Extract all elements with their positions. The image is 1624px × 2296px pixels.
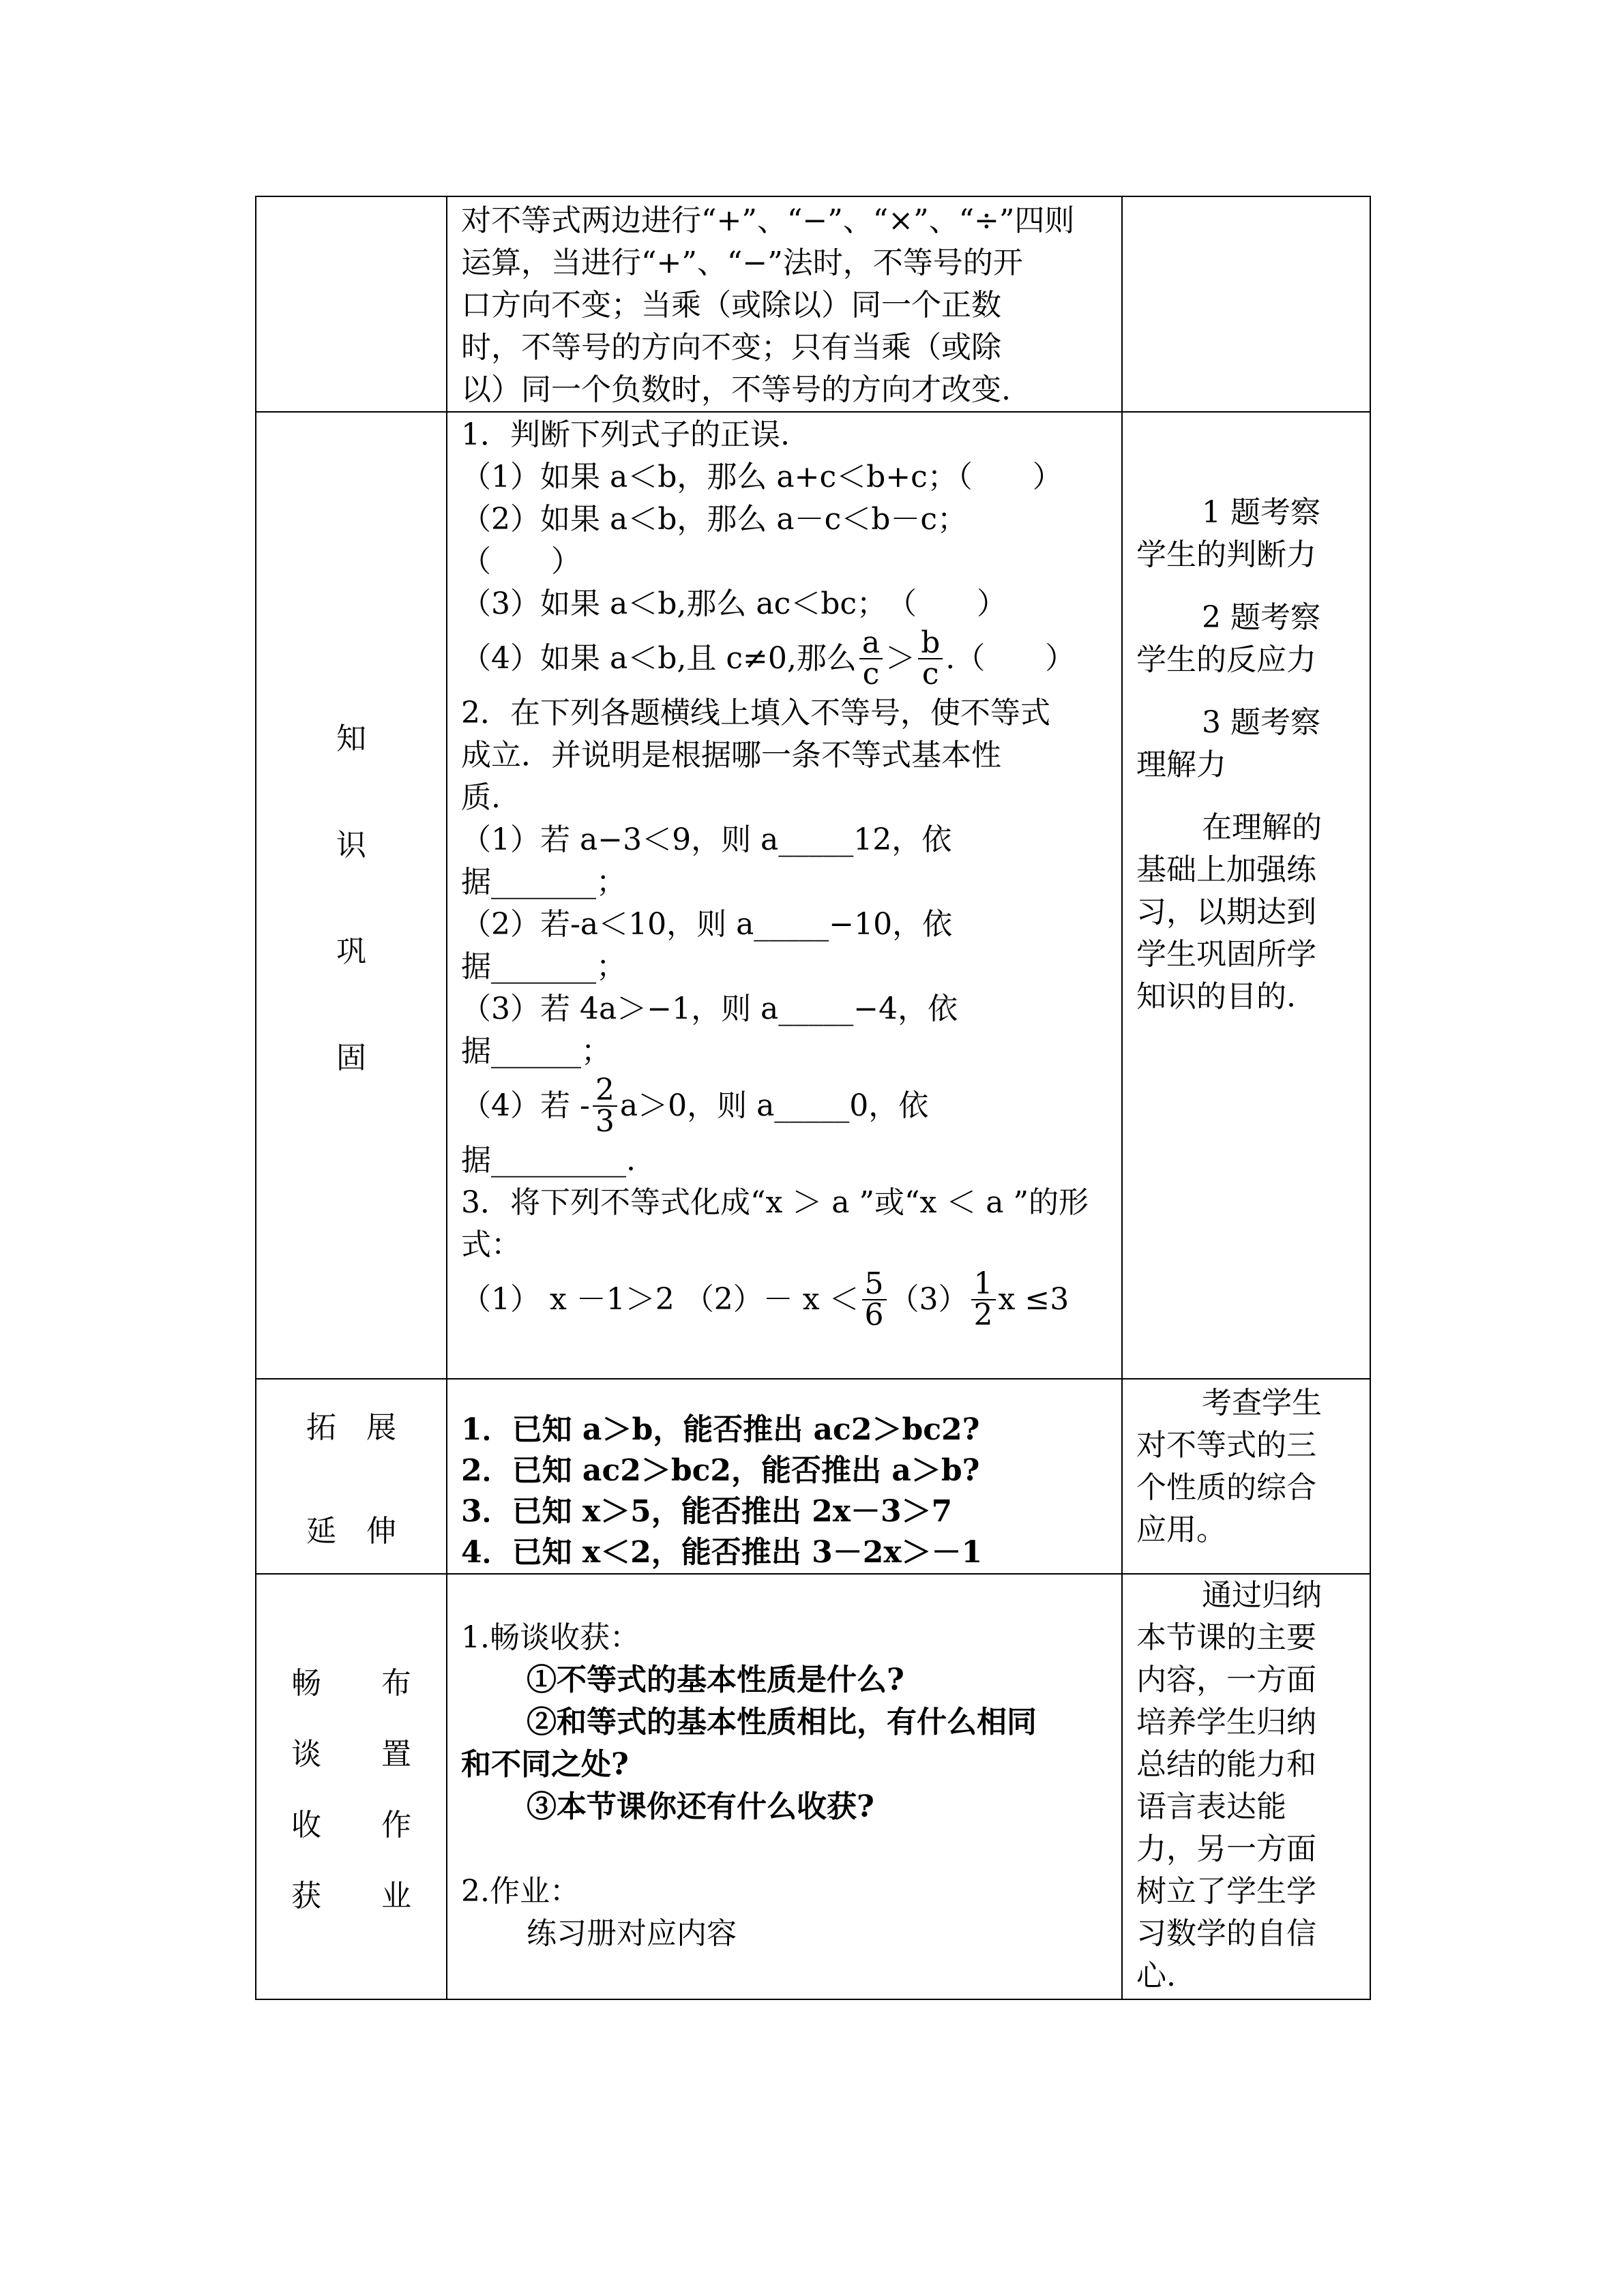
note-line: 1 题考察: [1202, 495, 1320, 530]
q3-items: [461, 1266, 1110, 1333]
fraction-denominator: c: [862, 657, 880, 691]
q3-title: 式：: [461, 1227, 521, 1262]
row-intro: [256, 196, 1370, 412]
label-char: 固: [336, 1041, 366, 1075]
note-line: 总结的能力和: [1136, 1747, 1316, 1782]
q1-4-suffix: .（ ）: [945, 641, 1076, 676]
label-char: 巩: [336, 934, 366, 969]
extend-item: 2．已知 ac2＞bc2，能否推出 a＞b?: [461, 1453, 980, 1488]
extend-item: 4．已知 x＜2，能否推出 3－2x＞－1: [461, 1535, 983, 1570]
q2-4-suffix: a＞0，则 a_____0，依: [619, 1088, 929, 1123]
extend-label-cell: [256, 1379, 447, 1574]
q1-title: 1．判断下列式子的正误.: [461, 417, 790, 452]
note-line: 学生的反应力: [1136, 642, 1316, 677]
label-char: 识: [336, 828, 366, 863]
q3-title: 3．将下列不等式化成“x ＞ a ”或“x ＜ a ”的形: [461, 1185, 1089, 1220]
label-line: 延 伸: [306, 1514, 396, 1549]
q1-item-4: [461, 625, 1110, 692]
note-line: 应用。: [1136, 1512, 1226, 1547]
note-line: 在理解的: [1202, 810, 1322, 845]
note-line: 心.: [1136, 1958, 1176, 1993]
q3-part-3: x ≤3: [998, 1282, 1069, 1317]
note-line: 3 题考察: [1202, 705, 1320, 740]
note-line: 语言表达能: [1136, 1789, 1286, 1824]
extend-note-cell: [1122, 1379, 1370, 1574]
q2-title: 质.: [461, 780, 501, 815]
intro-content-cell: [447, 196, 1122, 412]
q1-item: （ ）: [461, 544, 581, 579]
homework-text: 练习册对应内容: [527, 1916, 737, 1951]
fraction: [971, 1266, 996, 1332]
label-line: 收 作: [291, 1808, 411, 1843]
q2-item: 据_________.: [461, 1143, 636, 1178]
q3-part-2: （3）: [889, 1282, 969, 1317]
note-line: 本节课的主要: [1136, 1620, 1316, 1655]
harvest-question: 和不同之处?: [461, 1747, 629, 1782]
harvest-content-cell: [447, 1574, 1122, 1999]
label-line: 畅 布: [291, 1666, 411, 1701]
label-line: 谈 置: [291, 1737, 411, 1772]
harvest-question: ②和等式的基本性质相比，有什么相同: [527, 1705, 1037, 1740]
fraction-numerator: 1: [971, 1269, 996, 1300]
fraction: [859, 625, 883, 691]
harvest-question: ①不等式的基本性质是什么?: [527, 1663, 904, 1697]
note-line: 个性质的综合: [1136, 1470, 1316, 1505]
q2-item: （1）若 a−3＜9，则 a_____12，依: [461, 822, 952, 857]
label-line: 获 业: [291, 1879, 411, 1913]
label-line: 拓 展: [306, 1410, 396, 1445]
q2-4-prefix: （4）若 -: [461, 1088, 590, 1123]
note-line: 培养学生归纳: [1136, 1705, 1316, 1740]
note-line: 力，另一方面: [1136, 1832, 1316, 1866]
q1-item: （2）如果 a＜b，那么 a－c＜b－c；: [461, 502, 968, 537]
q2-title: 成立．并说明是根据哪一条不等式基本性: [461, 738, 1001, 773]
extend-content-cell: [447, 1379, 1122, 1574]
intro-line: 以）同一个负数时，不等号的方向才改变.: [461, 372, 1011, 407]
consolidate-content-cell: [447, 412, 1122, 1379]
q2-item: （2）若-a＜10，则 a_____−10，依: [461, 907, 953, 942]
harvest-question: ③本节课你还有什么收获?: [527, 1789, 874, 1824]
intro-line: 口方向不变；当乘（或除以）同一个正数: [461, 288, 1001, 323]
note-line: 习数学的自信: [1136, 1916, 1316, 1951]
fraction-denominator: 6: [864, 1298, 884, 1332]
harvest-label-cell: [256, 1574, 447, 1999]
consolidate-label-cell: [256, 412, 447, 1379]
note-line: 内容，一方面: [1136, 1663, 1316, 1697]
fraction-denominator: 2: [973, 1298, 993, 1332]
q2-title: 2．在下列各题横线上填入不等号，使不等式: [461, 696, 1050, 730]
intro-label-cell: [256, 196, 447, 412]
note-line: 基础上加强练: [1136, 852, 1316, 887]
harvest-note-cell: [1122, 1574, 1370, 1999]
row-extend: [256, 1379, 1370, 1574]
consolidate-note-cell: [1122, 412, 1370, 1379]
extend-item: 3．已知 x＞5，能否推出 2x－3＞7: [461, 1494, 953, 1529]
note-line: 知识的目的.: [1136, 979, 1296, 1014]
fraction-numerator: 5: [862, 1269, 887, 1300]
q2-item: 据______；: [461, 1034, 611, 1069]
intro-line: 时，不等号的方向不变；只有当乘（或除: [461, 330, 1001, 365]
fraction-numerator: b: [918, 628, 943, 659]
fraction-numerator: 2: [593, 1075, 617, 1107]
intro-line: 对不等式两边进行“+”、“−”、“×”、“÷”四则: [461, 203, 1075, 238]
q2-item-4: [461, 1073, 1110, 1139]
note-line: 对不等式的三: [1136, 1428, 1316, 1463]
extend-item: 1．已知 a＞b，能否推出 ac2＞bc2?: [461, 1412, 980, 1447]
note-line: 考查学生: [1202, 1386, 1322, 1420]
row-consolidate: [256, 412, 1370, 1379]
harvest-title: 1.畅谈收获：: [461, 1620, 640, 1655]
fraction-denominator: 3: [595, 1104, 615, 1139]
intro-line: 运算，当进行“+”、“−”法时，不等号的开: [461, 245, 1023, 280]
fraction: [862, 1266, 887, 1332]
q1-item: （3）如果 a＜b,那么 ac＜bc； （ ）: [461, 586, 1007, 621]
note-line: 通过归纳: [1202, 1578, 1322, 1613]
note-line: 2 题考察: [1202, 600, 1320, 635]
fraction: [593, 1075, 617, 1137]
label-char: 知: [336, 721, 366, 756]
note-line: 学生的判断力: [1136, 537, 1316, 572]
q1-4-operator: ＞: [885, 641, 916, 676]
homework-title: 2.作业：: [461, 1874, 580, 1909]
note-line: 学生巩固所学: [1136, 937, 1316, 972]
fraction-denominator: c: [921, 657, 939, 691]
q1-4-prefix: （4）如果 a＜b,且 c≠0,那么: [461, 641, 857, 676]
fraction-numerator: a: [859, 628, 883, 659]
row-harvest: [256, 1574, 1370, 1999]
q3-part-1: （1） x －1＞2 （2）－ x ＜: [461, 1282, 859, 1317]
q2-item: （3）若 4a＞−1，则 a_____−4，依: [461, 992, 958, 1026]
note-line: 习，以期达到: [1136, 895, 1316, 929]
lesson-plan-table: [255, 196, 1371, 2000]
note-line: 理解力: [1136, 747, 1226, 782]
q1-item: （1）如果 a＜b，那么 a+c＜b+c；（ ）: [461, 460, 1063, 494]
intro-note-cell: [1122, 196, 1370, 412]
q2-item: 据_______；: [461, 865, 626, 899]
fraction: [918, 625, 943, 691]
q2-item: 据_______；: [461, 949, 626, 984]
note-line: 树立了学生学: [1136, 1874, 1316, 1909]
